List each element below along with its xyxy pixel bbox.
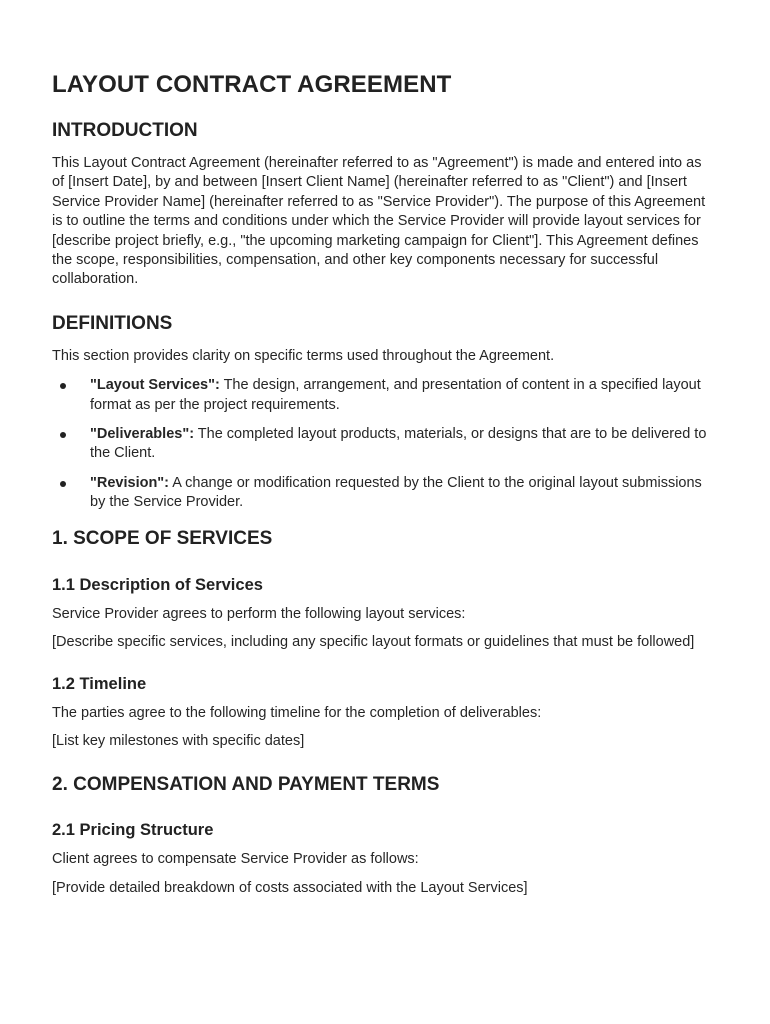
bullet-icon [60, 383, 66, 389]
pricing-structure-heading: 2.1 Pricing Structure [52, 821, 214, 840]
description-of-services-placeholder: [Describe specific services, including any specific layout formats or guidelines that must be followed] [52, 634, 695, 651]
definition-item-deliverables [52, 425, 708, 464]
description-of-services-heading: 1.1 Description of Services [52, 575, 263, 594]
definition-term: "Deliverables": [90, 426, 195, 443]
definitions-intro: This section provides clarity on specific terms used throughout the Agreement. [52, 347, 555, 364]
definition-item-layout-services [52, 376, 708, 415]
definitions-list [52, 376, 708, 512]
introduction-paragraph: This Layout Contract Agreement (hereinafter referred to as "Agreement") is made and entered into as of [Insert Date], by and between [Insert Client Name] (hereinafter referred to as "Client") and [Insert Service Provider Name] (hereinafter referred to as "Service Provider"). The purpose of this Agreement is to outline the terms and conditions under which the Service Provider will provide layout services for [describe project briefly, e.g., "the upcoming marketing campaign for Client"]. This Agreement defines the scope, responsibilities, compensation, and other key components necessary for successful collaboration. [52, 155, 706, 288]
compensation-heading: 2. COMPENSATION AND PAYMENT TERMS [52, 774, 440, 796]
definition-text: A change or modification requested by the Client to the original layout submissions by the Service Provider. [90, 474, 702, 511]
document-title: LAYOUT CONTRACT AGREEMENT [52, 71, 452, 98]
bullet-icon [60, 481, 66, 487]
description-of-services-text: Service Provider agrees to perform the following layout services: [52, 605, 466, 622]
definition-item-revision [52, 474, 708, 513]
scope-heading: 1. SCOPE OF SERVICES [52, 527, 273, 549]
definitions-heading: DEFINITIONS [52, 312, 173, 334]
timeline-placeholder: [List key milestones with specific dates] [52, 732, 305, 749]
bullet-icon [60, 432, 66, 438]
pricing-structure-placeholder: [Provide detailed breakdown of costs associated with the Layout Services] [52, 879, 528, 896]
definition-text: The design, arrangement, and presentation of content in a specified layout format as per the project requirements. [90, 377, 701, 413]
definition-term: "Revision": [90, 474, 170, 491]
definition-text: The completed layout products, materials, or designs that are to be delivered to the Client. [90, 426, 707, 462]
introduction-heading: INTRODUCTION [52, 120, 198, 141]
pricing-structure-text: Client agrees to compensate Service Provider as follows: [52, 851, 419, 868]
definition-term: "Layout Services": [90, 377, 220, 394]
timeline-heading: 1.2 Timeline [52, 674, 147, 693]
timeline-text: The parties agree to the following timeline for the completion of deliverables: [52, 704, 542, 721]
